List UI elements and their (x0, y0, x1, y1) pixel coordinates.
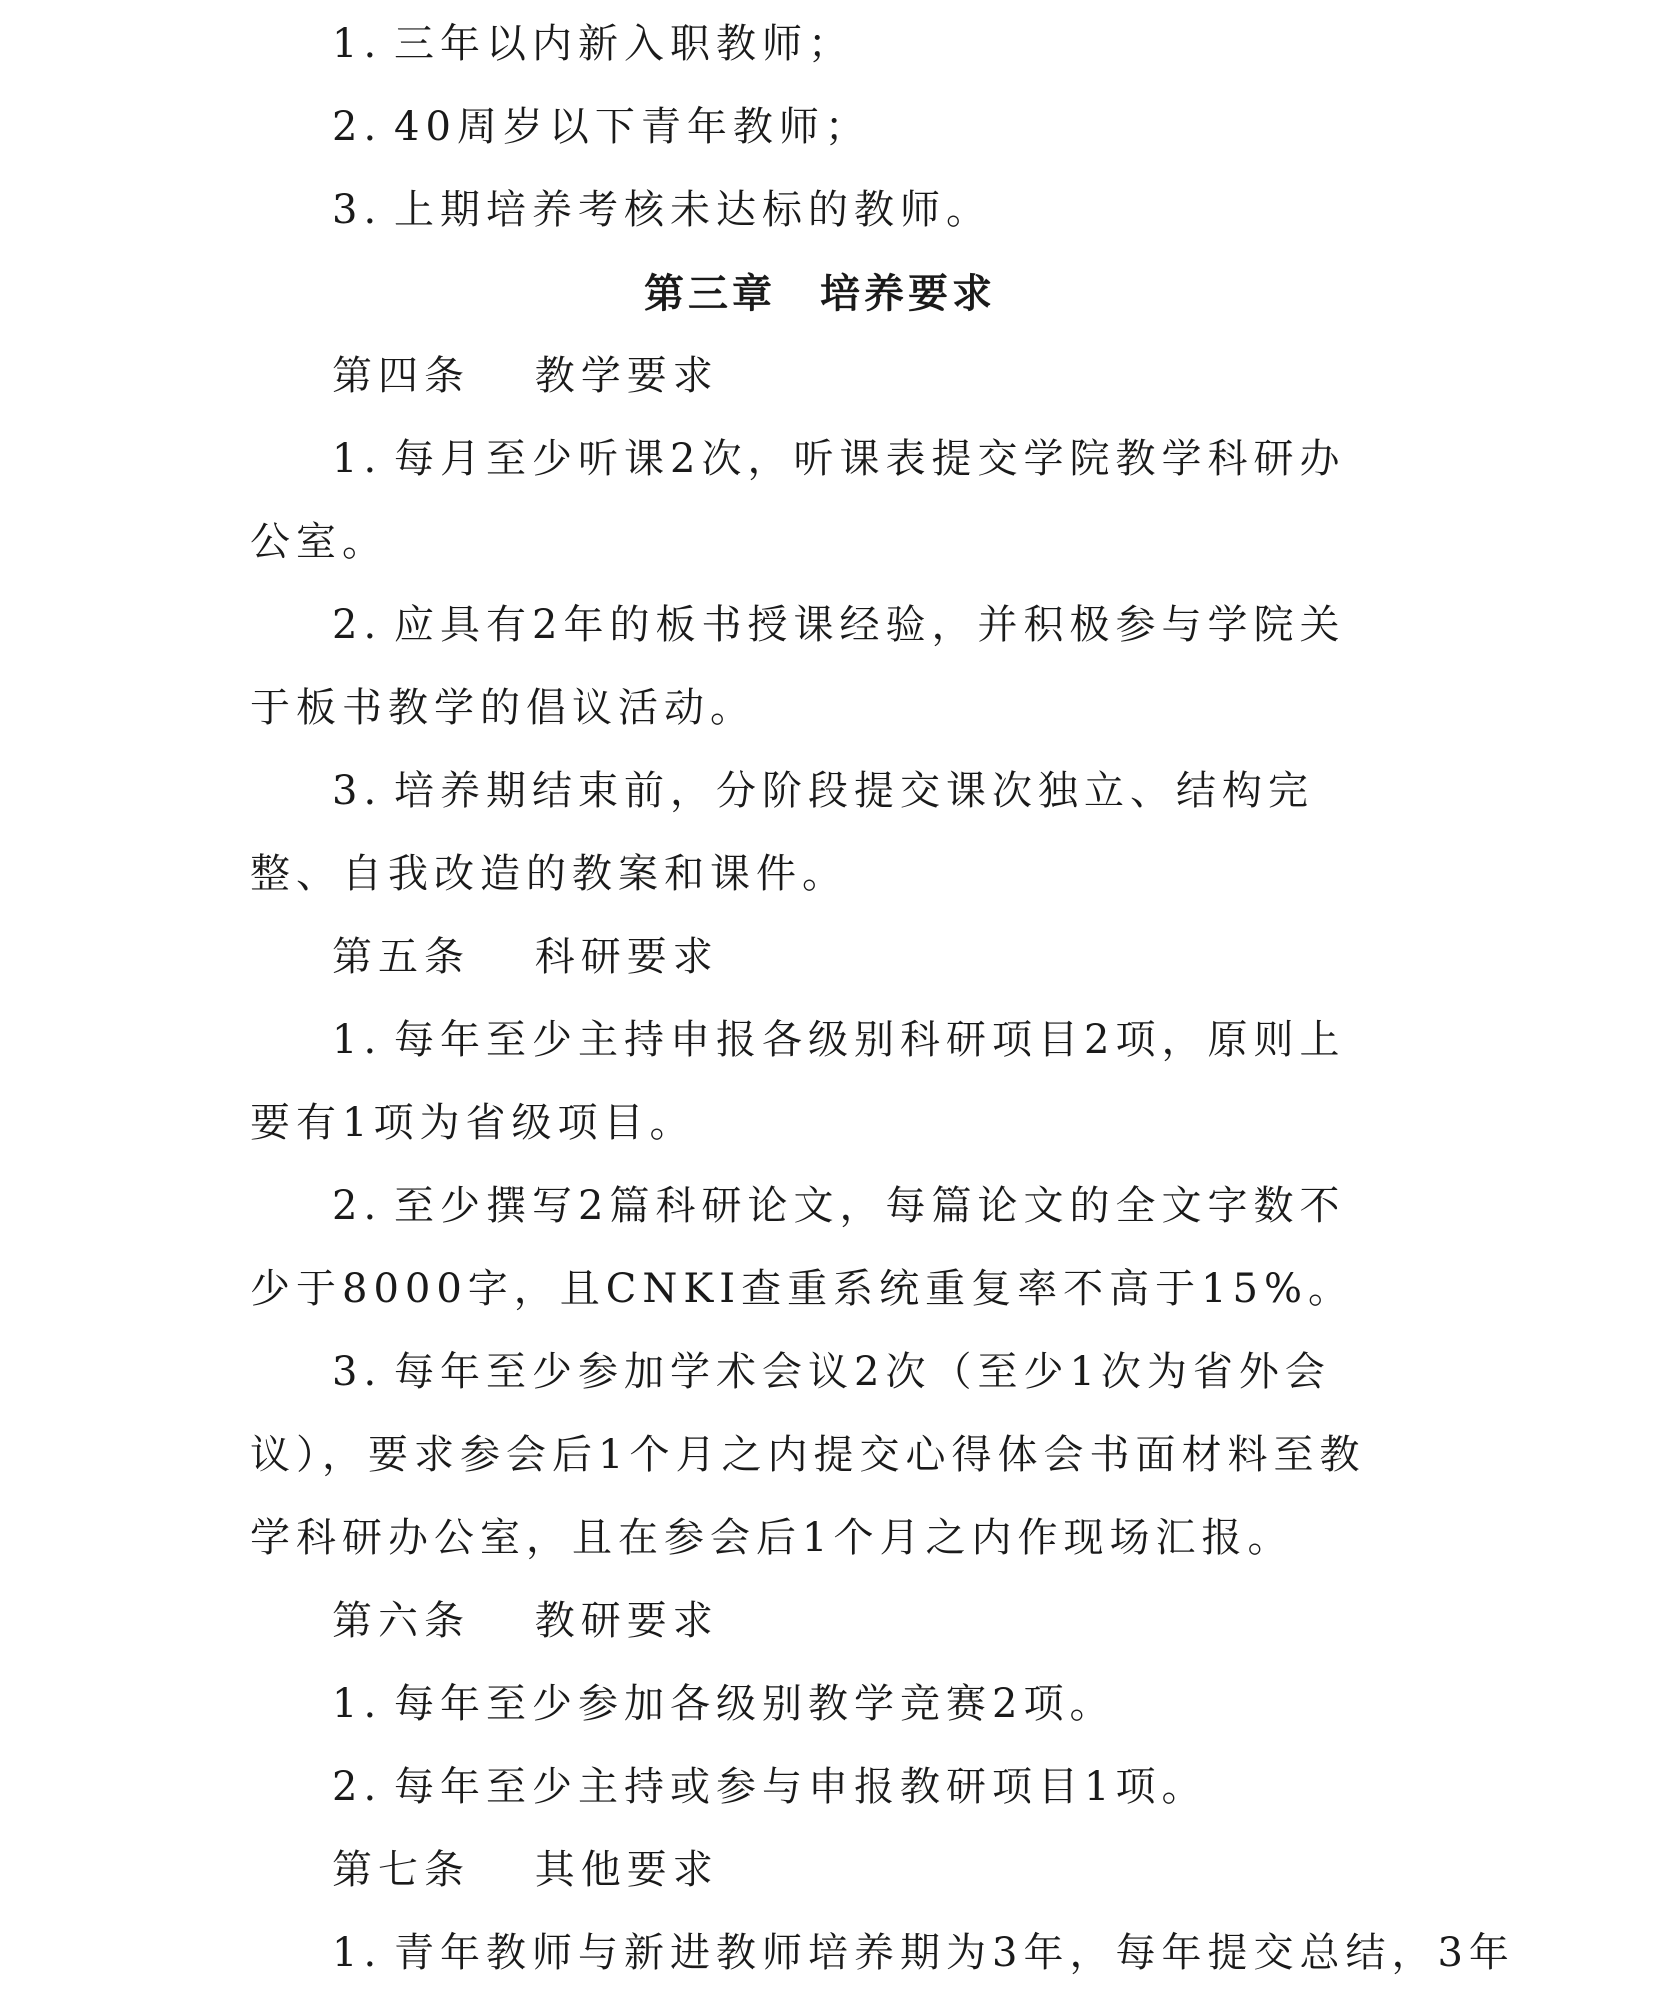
clause-number: 3. (332, 768, 383, 814)
clause-number: 2. (332, 602, 383, 648)
clause-text: 应具有2年的板书授课经验，并积极参与学院关于板书教学的倡议活动。 (250, 602, 1346, 731)
clause (250, 584, 1390, 750)
document-page (250, 0, 1515, 1995)
clause-number: 1. (332, 1017, 383, 1063)
clause-text: 培养期结束前，分阶段提交课次独立、结构完整、自我改造的教案和课件。 (250, 768, 1314, 897)
clause (250, 1663, 1390, 1746)
clause-number: 3. (332, 1349, 383, 1395)
clause-text: 至少撰写2篇科研论文，每篇论文的全文字数不少于8000字，且CNKI查重系统重复率不高于15%。 (250, 1183, 1354, 1312)
list-number: 2. (332, 104, 383, 150)
clause (250, 418, 1390, 584)
list-text: 上期培养考核未达标的教师。 (394, 187, 992, 233)
clause-number: 1. (332, 1930, 383, 1976)
list-text: 40周岁以下青年教师； (394, 104, 871, 150)
list-number: 3. (332, 187, 383, 233)
list-number: 1. (332, 21, 383, 67)
article-title: 第六条 教研要求 (332, 1598, 719, 1644)
clause-text: 每年至少主持申报各级别科研项目2项，原则上要有1项为省级项目。 (250, 1017, 1346, 1146)
list-item (250, 3, 1390, 86)
clause-text: 每年至少参加学术会议2次（至少1次为省外会议），要求参会后1个月之内提交心得体会书面材料至教学科研办公室，且在参会后1个月之内作现场汇报。 (250, 1349, 1366, 1561)
clause (250, 1912, 1515, 1995)
clause (250, 1331, 1390, 1580)
clause-text: 每月至少听课2次，听课表提交学院教学科研办公室。 (250, 436, 1346, 565)
article-title: 第七条 其他要求 (332, 1847, 719, 1893)
clause (250, 750, 1390, 916)
clause (250, 999, 1390, 1165)
list-text: 三年以内新入职教师； (394, 21, 854, 67)
list-item (250, 169, 1390, 252)
clause-number: 1. (332, 436, 383, 482)
article-title: 第四条 教学要求 (332, 353, 719, 399)
clause-text: 青年教师与新进教师培养期为3年，每年提交总结，3年 (394, 1930, 1515, 1976)
clause-number: 2. (332, 1183, 383, 1229)
clause-number: 2. (332, 1764, 383, 1810)
list-item (250, 86, 1390, 169)
clause (250, 1746, 1390, 1829)
clause (250, 1165, 1390, 1331)
clause-text: 每年至少主持或参与申报教研项目1项。 (394, 1764, 1208, 1810)
clause-text: 每年至少参加各级别教学竞赛2项。 (394, 1681, 1116, 1727)
article-title: 第五条 科研要求 (332, 934, 719, 980)
chapter-heading: 第三章 培养要求 (644, 270, 996, 317)
clause-number: 1. (332, 1681, 383, 1727)
